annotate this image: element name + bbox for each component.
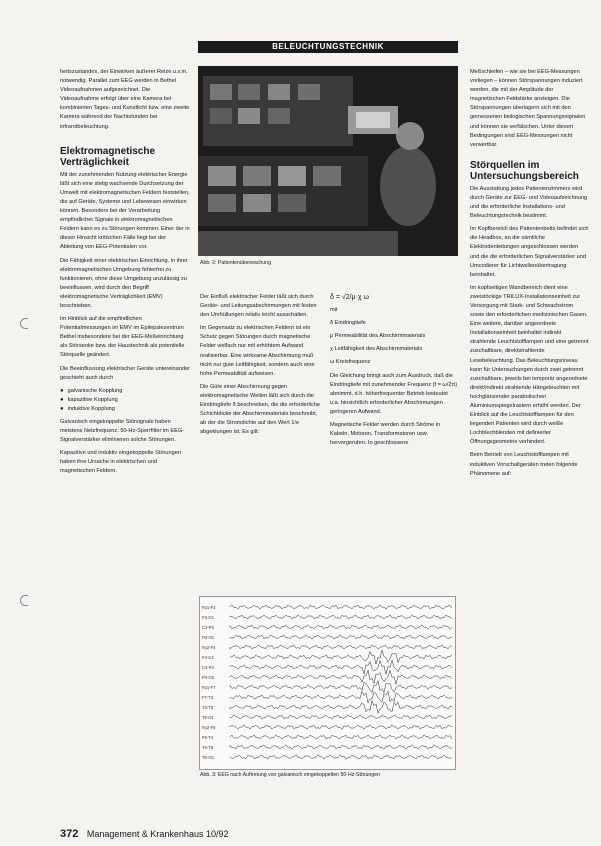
eeg-channel-label: Fp2-F8 <box>202 725 216 730</box>
paragraph: Im kopfseitigen Wandbereich dient eine zweistöckige TRILUX-Installationseinheit zur Versorgung mit Stark- und Schwachstrom sowie den erforderlichen medizinischen Gasen. Eine weitere, darüber angeordnete Installationseinheit beinhaltet indirekt strahlende Leuchtstofflampen und eine getrennt zuschaltbare, direktstrahlende Lesebeleuchtung. Das Beleuchtungsniveau kann für Untersuchungen durch zwei getrennt zuschaltbare, jeweils bei temporär angeordnete direkt/indirekt strahlende Hängeleuchten mit hochglänzender parabolischen Aluminiumspiegelrastern erhöht werden. Der Einblick auf die Leuchtstofflampen für den liegenden Patienten wird durch weiße Lochblechblenden mit definierter Öffnungsgeometrie verhindert. <box>470 284 589 446</box>
eeg-channel-label: F4-C4 <box>202 655 214 660</box>
eeg-channel-label: Fp1-F7 <box>202 685 216 690</box>
column-3 <box>330 293 458 452</box>
eeg-channel-label: T3-T5 <box>202 705 214 710</box>
eeg-trace <box>230 755 452 759</box>
eeg-trace <box>230 745 452 750</box>
page-footer <box>60 828 228 840</box>
eeg-trace <box>230 650 452 664</box>
eeg-channel-label: C3-P3 <box>202 625 214 630</box>
patient-monitoring-photo <box>198 66 458 256</box>
paragraph: Die Güte einer Abschirmung gegen elektromagnetische Wellen läßt sich durch die Eindringtiefe δ beschreiben, die die erforderliche Schichtdicke der Abschirmmaterials beschreibt, ab der die Stromdichte auf den Wert 1/e abgeklungen ist. Es gilt: <box>200 383 321 436</box>
paragraph: Kapazitive und induktiv eingekoppelte Störungen haben ihre Ursache in elektrischen und magnetischen Feldern. <box>60 450 181 475</box>
binding-ring <box>20 318 28 329</box>
figure-caption: Abb. 2: Patientenüberwachung <box>200 260 271 266</box>
eeg-channel-label: P4-O2 <box>202 675 215 680</box>
eeg-channel-label: Fp2-F4 <box>202 645 216 650</box>
eeg-traces <box>200 597 455 769</box>
eeg-trace <box>230 625 452 630</box>
column-2 <box>200 293 322 441</box>
paragraph: Die Ausstattung jedes Patientenzimmers wird durch Geräte zur EEG- und Videoaufzeichnung und die erforderliche Installations- und Beleuchtungstechnik bestimmt. <box>470 185 588 220</box>
paragraph: heitszustandes, der Einwirken äußerer Reize u.v.m. notwendig. Parallel zum EEG werden in Bethel Videoaufnahmen aufgezeichnet. Die Videoaufnahme erfolgt über eine Kamera bei kombinierten Tages- und Kunstlicht bzw. eine zweite Kamera während der Nachtstunden bei infrarotbeleuchtung. <box>60 69 190 130</box>
eeg-channel-label: F3-C3 <box>202 615 214 620</box>
paragraph: Die Fähigkeit einer elektrischen Einrichtung, in ihrer elektromagnetischen Umgebung fehlerfrei zu funktionieren, ohne diese Umgebung unzulässig zu beeinflussen, wird durch den Begriff elektromagnetische Verträglichkeit (EMV) beschrieben. <box>60 257 188 309</box>
eeg-trace <box>230 645 452 649</box>
eeg-channel-label: C4-P4 <box>202 665 214 670</box>
definition: χ Leitfähigkeit des Abschirmmaterials <box>330 346 423 353</box>
eeg-channel-label: P3-O1 <box>202 635 215 640</box>
eeg-trace <box>230 660 452 674</box>
eeg-channel-label: T5-O1 <box>202 715 214 720</box>
eeg-channel-label: F7-T3 <box>202 695 214 700</box>
eeg-channel-label: F8-T4 <box>202 735 214 740</box>
journal-title: Management & Krankenhaus 10/92 <box>86 829 229 839</box>
eeg-figure <box>199 596 456 770</box>
paragraph: mit <box>330 307 338 314</box>
paragraph: Meßschleifen – wie sie bei EEG-Messungen vorliegen – können Störspannungen induziert werden, die mit der Amplitude der magnetischen Feldstärke ansteigen. Die Störspannungen überlagern sich mit den gemessenen biologischen Spannungssignalen und können sie verfälschen. Unter diesen Bedingungen sind EEG-Messungen nicht verwertbar. <box>470 69 586 148</box>
eeg-trace <box>230 615 452 620</box>
coupling-list <box>60 387 190 414</box>
paragraph: Magnetische Felder werden durch Ströme in Kabeln, Motoren, Transformatoren usw. hervorgerufen. In geschlossene <box>330 422 441 447</box>
eeg-trace <box>230 701 452 714</box>
paragraph: Mit der zunehmenden Nutzung elektrischer Energie läßt sich eine stetig wachsende Durchsetzung der Umwelt mit elektromagnetischen Feldern feststellen, die auf Geräte, Systeme und Lebewesen einwirken können. Besonders bei der Verarbeitung empfindlicher Signale in elektromagnetischen Feldern kann es zu Störungen kommen. Einer der in dieser Hinsicht kritischen Fälle liegt bei der Ableitung von EEG-Potentialen vor. <box>60 171 190 251</box>
section-heading: Störquellen im Untersuchungsbereich <box>470 159 579 182</box>
figure-caption: Abb. 3: EEG nach Auftretung von galvanisch eingekoppelten 50-Hz-Störungen <box>200 772 380 778</box>
eeg-channel-label: T6-O2 <box>202 755 214 760</box>
eeg-trace <box>230 605 452 610</box>
definition: ω Kreisfrequenz <box>330 359 371 366</box>
list-item: ● kapazitive Kopplung <box>60 396 190 405</box>
eeg-trace <box>230 735 452 739</box>
eeg-trace <box>230 635 452 640</box>
eeg-channel-label: T4-T6 <box>202 745 214 750</box>
paragraph: Beim Betrieb von Leuchtstofflampen mit induktiven Vorschaltgeräten treten folgende Phänomene auf: <box>470 452 578 477</box>
eeg-channel-label: Fp1-F3 <box>202 605 216 610</box>
definition: μ Permeabilität des Abschirmmaterials <box>330 333 426 340</box>
column-4 <box>470 68 589 483</box>
section-heading: Elektromagnetische Verträglichkeit <box>60 145 156 168</box>
section-header: BELEUCHTUNGSTECHNIK <box>198 41 458 53</box>
page-number: 372 <box>60 828 79 840</box>
paragraph: Im Kopfbereich des Patientenbetts befindet sich die Headbox, an die sämtliche Elektrodenleitungen angeschlossen werden und die die erforderlichen Signalverstärker und Umcodierer für Lichtwellenübertragung beinhaltet. <box>470 226 589 278</box>
eeg-trace <box>230 725 452 730</box>
eeg-trace <box>230 681 452 693</box>
binding-ring <box>20 595 28 606</box>
eeg-trace <box>230 670 452 684</box>
paragraph: Der Einfluß elektrischer Felder läßt sich durch Geräte- und Leitungsabschirmungen mit festen den Umhüllungen relativ leicht ausschalten. <box>200 294 317 319</box>
paragraph: Im Hinblick auf die empfindlichen Potentialmessungen im EMV im Epilepsiezentrum Bethel insbesondere bei der EEG-Meßeinrichtung als Störsenke bzw. der Haustechnik als potentielle Störquelle geändert. <box>60 316 185 359</box>
eeg-trace <box>230 691 452 703</box>
formula: δ = √2/μ·χ ω <box>330 294 370 301</box>
eeg-trace <box>230 715 452 719</box>
paragraph: Galvanisch eingekoppelte Störsignale haben meistens Netzfrequenz. 50-Hz-Sperrfilter im EEG-Signalverstärker eliminieren solche Störungen. <box>60 419 185 444</box>
paragraph: Die Beeinflussung elektrischer Geräte untereinander geschieht auch durch <box>60 365 190 381</box>
paragraph: Die Gleichung bringt auch zum Ausdruck, daß die Eindringtiefe mit zunehmender Frequenz (f = ω/2π) abnimmt, d.h. höherfrequenter Betrieb bedeutet u.a. hinsichtlich erforderlicher Abschirmungen geringeren Aufwand. <box>330 372 458 415</box>
definition: δ Eindringtiefe <box>330 320 366 327</box>
paragraph: Im Gegensatz zu elektrischen Feldern ist ein Schutz gegen Störungen durch magnetische Felder vielfach nur mit erhöhtem Aufwand realisierbar. Eine wirksame Abschirmung muß nicht nur gute Leitfähigkeit, sondern auch eine hohe Permeabilität aufweisen. <box>200 325 315 377</box>
list-item: ● induktive Kopplung <box>60 405 190 414</box>
column-1 <box>60 68 190 481</box>
list-item: ● galvanische Kopplung <box>60 387 190 396</box>
